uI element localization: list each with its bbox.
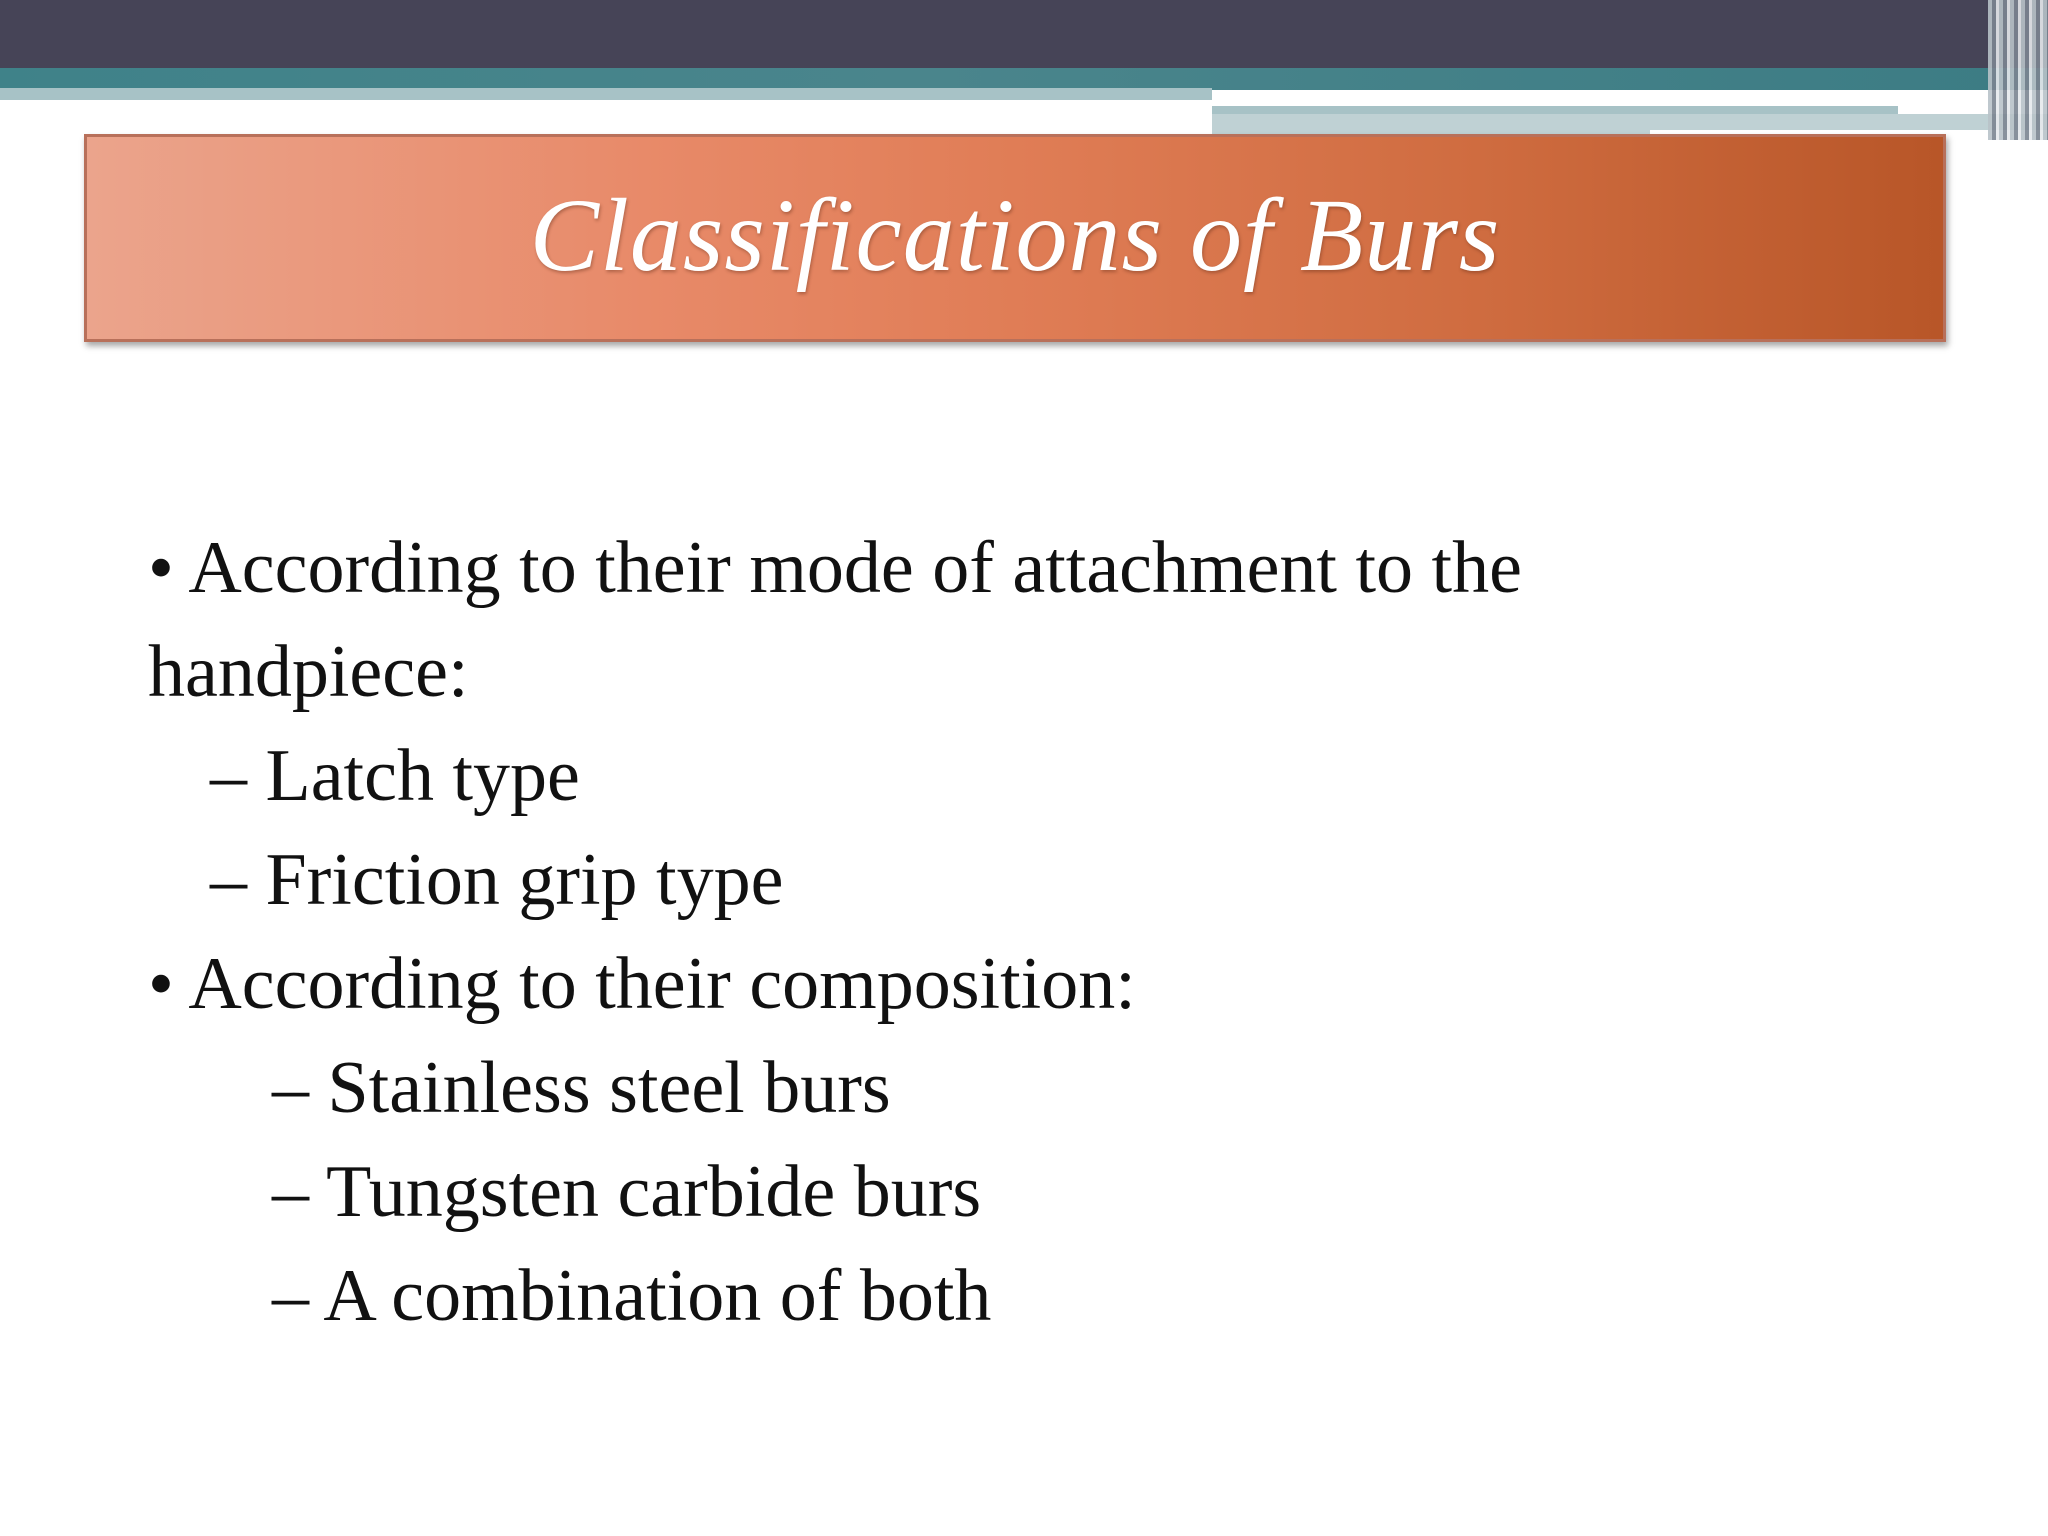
header-light-strip-right [1212,106,1898,114]
bullet-composition: • According to their composition: [148,943,1136,1025]
header-dark-band [0,0,2048,68]
corner-stripes-decoration [1988,0,2048,140]
sub-bullet-latch-type: – Latch type [210,735,580,817]
sub-bullet-stainless-steel: – Stainless steel burs [272,1047,891,1129]
bullet-attachment-mode: • According to their mode of attachment to the [148,527,1522,609]
slide-title-box [84,134,1946,342]
bullet-attachment-mode-continued: handpiece: [148,631,469,713]
header-light-strip-left [0,88,1212,100]
slide-body [148,516,1848,1348]
slide-title: Classifications of Burs [529,177,1501,293]
header-white-gap [1212,90,2048,106]
sub-bullet-combination: – A combination of both [272,1255,992,1337]
sub-bullet-friction-grip-type: – Friction grip type [210,839,784,921]
sub-bullet-tungsten-carbide: – Tungsten carbide burs [272,1151,982,1233]
